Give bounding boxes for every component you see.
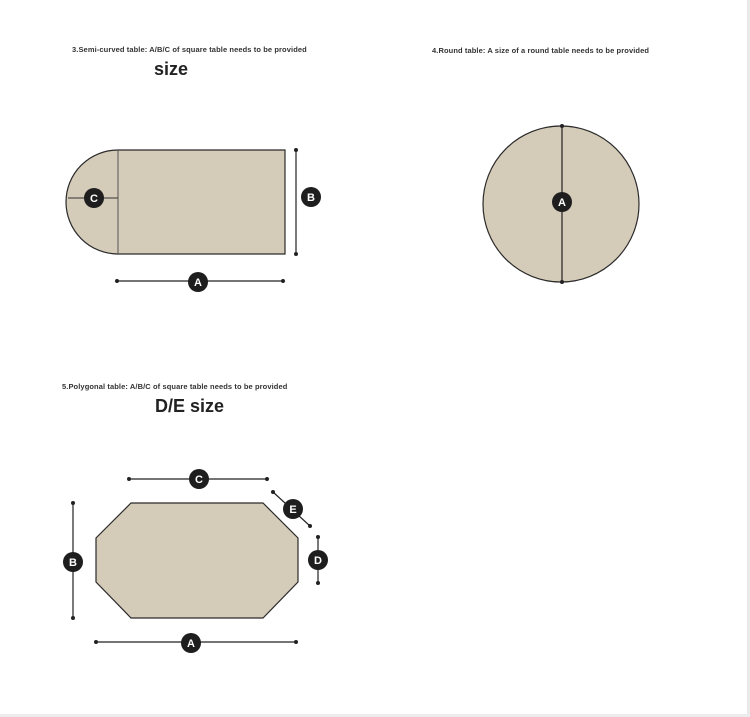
- polygonal-caption: 5.Polygonal table: A/B/C of square table needs to be provided: [62, 382, 288, 391]
- svg-text:B: B: [307, 192, 315, 204]
- svg-text:D: D: [314, 555, 322, 567]
- polygonal-table-shape: [96, 503, 298, 618]
- round-table: [483, 124, 639, 284]
- svg-text:C: C: [90, 193, 98, 205]
- badge-c-poly: [189, 469, 209, 489]
- svg-text:A: A: [194, 277, 202, 289]
- svg-text:A: A: [187, 638, 195, 650]
- round-caption: 4.Round table: A size of a round table needs to be provided: [432, 46, 650, 55]
- svg-text:B: B: [69, 557, 77, 569]
- badge-b-poly: [63, 552, 83, 572]
- badge-d-poly: [308, 550, 328, 570]
- svg-text:E: E: [289, 504, 297, 516]
- badge-a: [188, 272, 208, 292]
- badge-b: [301, 187, 321, 207]
- semi-curved-subtitle: size: [154, 59, 189, 79]
- badge-a-round: [552, 192, 572, 212]
- svg-text:A: A: [558, 197, 566, 209]
- badge-c: [84, 188, 104, 208]
- semi-curved-table: [66, 148, 321, 292]
- polygonal-subtitle: D/E size: [155, 396, 225, 416]
- badge-a-poly: [181, 633, 201, 653]
- polygonal-table: [63, 469, 328, 653]
- badge-e-poly: [283, 499, 303, 519]
- svg-text:C: C: [195, 474, 203, 486]
- semi-curved-caption: 3.Semi-curved table: A/B/C of square table needs to be provided: [72, 45, 307, 54]
